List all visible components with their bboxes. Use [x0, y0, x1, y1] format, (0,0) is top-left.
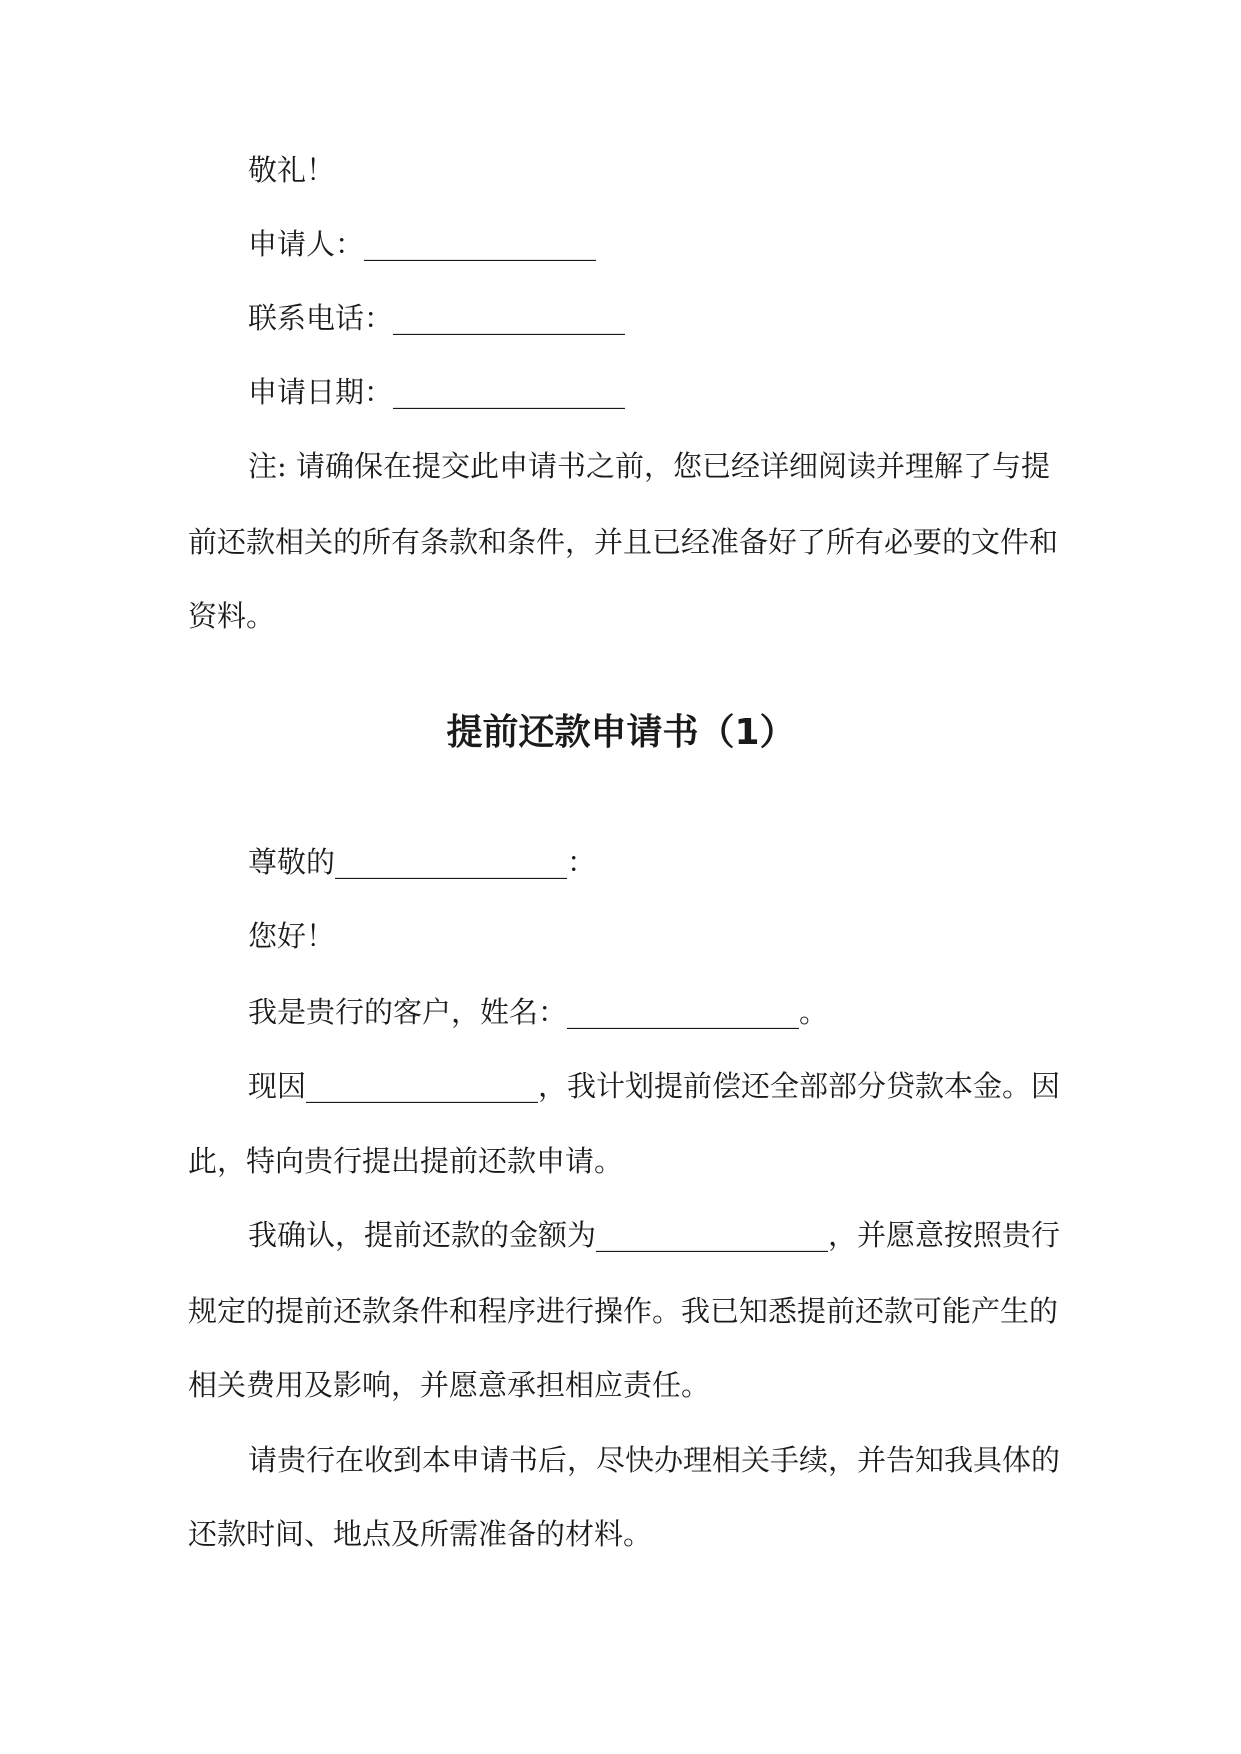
request-line-2: 还款时间、地点及所需准备的材料。: [188, 1517, 653, 1551]
confirm-line-2: 规定的提前还款条件和程序进行操作。我已知悉提前还款可能产生的: [188, 1294, 1059, 1328]
applicant-field: 申请人：________________: [248, 227, 597, 261]
phone-field: 联系电话：________________: [248, 301, 626, 335]
date-field: 申请日期：________________: [248, 375, 626, 409]
note-line-3: 资料。: [188, 599, 276, 633]
request-line-1: 请贵行在收到本申请书后，尽快办理相关手续，并告知我具体的: [248, 1443, 1061, 1477]
note-line-2: 前还款相关的所有条款和条件，并且已经准备好了所有必要的文件和: [188, 525, 1059, 559]
note-line-1: 注: 请确保在提交此申请书之前，您已经详细阅读并理解了与提: [248, 449, 1050, 483]
greeting-text: 您好！: [248, 919, 336, 953]
closing-text: 敬礼！: [248, 153, 336, 187]
reason-line-1: 现因________________，我计划提前偿还全部部分贷款本金。因: [248, 1069, 1061, 1103]
confirm-line-3: 相关费用及影响，并愿意承担相应责任。: [188, 1368, 711, 1402]
salutation-text: 尊敬的________________：: [248, 845, 597, 879]
confirm-line-1: 我确认，提前还款的金额为________________，并愿意按照贵行: [248, 1218, 1061, 1252]
intro-text: 我是贵行的客户，姓名：________________。: [248, 995, 829, 1029]
section-title: 提前还款申请书（1）: [446, 712, 796, 753]
reason-line-2: 此，特向贵行提出提前还款申请。: [188, 1144, 624, 1178]
